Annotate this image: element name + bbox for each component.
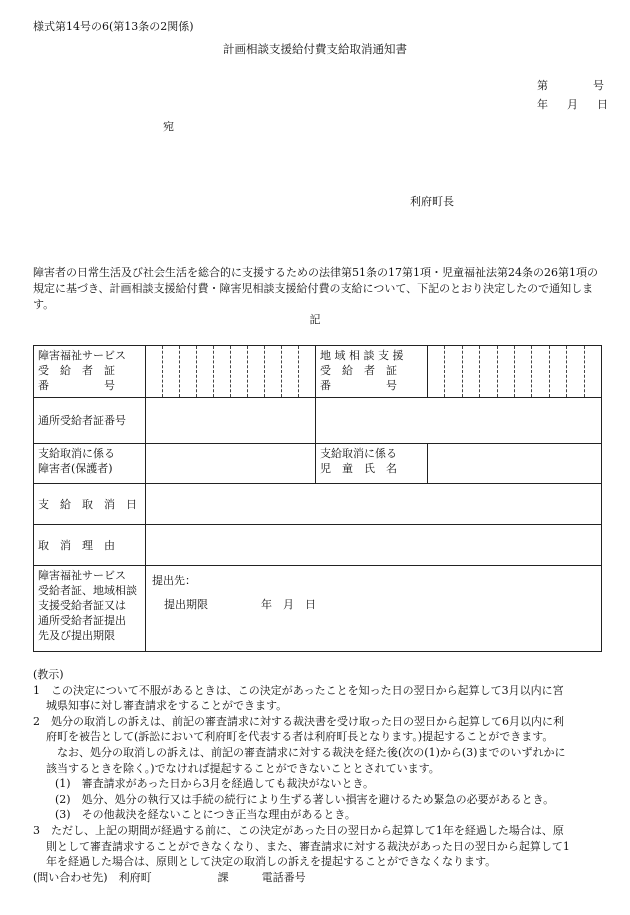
deadline-label: 提出期限 [164, 598, 208, 611]
issuer: 利府町長 [410, 195, 454, 208]
service-cert-label [34, 346, 146, 398]
service-cert-digits[interactable] [146, 346, 316, 398]
note-line: (2) 処分、処分の執行又は手続の続行により生ずる著しい損害を避けるため緊急の必要があるとき。 [55, 792, 555, 806]
note-line: なお、処分の取消しの訴えは、前記の審査請求に対する裁決を経た後(次の(1)から(3)までのいずれかに [57, 745, 566, 759]
label-line: 支給取消に係る [320, 447, 397, 460]
table-row [34, 346, 602, 398]
note-line: 3 ただし、上記の期間が経過する前に、この決定があった日の翌日から起算して1年を経過した場合は、原 [33, 823, 564, 837]
cancel-person-label [34, 444, 146, 484]
reason-field[interactable] [146, 525, 602, 566]
label-line: 先及び提出期限 [38, 629, 115, 642]
label-line: 障害福祉サービス [38, 349, 126, 362]
note-line: (1) 審査請求があった日から3月を経過しても裁決がないとき。 [55, 777, 375, 791]
notes-heading: (教示) [33, 668, 64, 681]
cancel-date-label: 支 給 取 消 日 [34, 484, 146, 525]
instructions [33, 667, 608, 885]
contact-line: (問い合わせ先) 利府町 課 電話番号 [33, 870, 306, 884]
document-title: 計画相談支援給付費支給取消通知書 [223, 42, 407, 56]
label-line: 障害者(保護者) [38, 462, 113, 475]
reason-label: 取 消 理 由 [34, 525, 146, 566]
label-line: 児 童 氏 名 [320, 462, 397, 475]
number-prefix: 第 [537, 79, 548, 92]
regional-cert-digits[interactable] [428, 346, 602, 398]
commute-cert-blank [316, 398, 602, 444]
note-line: 年を経過した場合は、原則として決定の取消しの訴えを提起することができなくなります。 [46, 855, 497, 869]
number-suffix: 号 [593, 79, 604, 92]
issue-date [537, 96, 608, 112]
note-line: 城県知事に対し審査請求をすることができます。 [46, 699, 288, 713]
note-line: 1 この決定について不服があるときは、この決定があったことを知った日の翌日から起算して3月以内に宮 [33, 683, 564, 697]
submission-label [34, 566, 146, 652]
label-line: 受 給 者 証 [38, 364, 115, 377]
date-month: 月 [567, 98, 578, 111]
submit-to: 提出先： [152, 574, 196, 587]
commute-cert-field[interactable] [146, 398, 316, 444]
note-line: 2 処分の取消しの訴えは、前記の審査請求に対する裁決書を受け取った日の翌日から起算して6月以内に利 [33, 714, 564, 728]
label-line: 支給取消に係る [38, 447, 115, 460]
table-row [34, 398, 602, 444]
addressee: 宛 [163, 120, 174, 133]
note-line: 則として審査請求することができなくなり、また、審査請求に対する裁決があった日の翌日から起算して1 [46, 839, 570, 853]
deadline-date: 年 月 日 [261, 598, 316, 611]
child-name-label [316, 444, 428, 484]
label-line: 受 給 者 証 [320, 364, 397, 377]
child-name-field[interactable] [428, 444, 602, 484]
table-row [34, 484, 602, 525]
label-line: 障害福祉サービス [38, 569, 126, 582]
label-line: 番 号 [320, 379, 397, 392]
commute-cert-label: 通所受給者証番号 [34, 398, 146, 444]
cancel-person-field[interactable] [146, 444, 316, 484]
note-line: (3) その他裁決を経ないことにつき正当な理由があるとき。 [55, 808, 356, 822]
submission-field[interactable] [146, 566, 602, 652]
date-day: 日 [597, 98, 608, 111]
regional-cert-label [316, 346, 428, 398]
label-line: 支援受給者証又は [38, 599, 126, 612]
label-line: 番 号 [38, 379, 115, 392]
label-line: 受給者証、地域相談 [38, 584, 137, 597]
table-row [34, 525, 602, 566]
form-number: 様式第14号の6(第13条の2関係) [33, 20, 194, 33]
table-row [34, 566, 602, 652]
table-row [34, 444, 602, 484]
cancellation-form-table [33, 345, 602, 652]
cancel-date-field[interactable] [146, 484, 602, 525]
label-line: 通所受給者証提出 [38, 614, 126, 627]
label-line: 地 域 相 談 支 援 [320, 349, 404, 362]
body-text: 障害者の日常生活及び社会生活を総合的に支援するための法律第51条の17第1項・児童福祉法第24条の26第1項の規定に基づき、計画相談支援給付費・障害児相談支援給付費の支給について、下記のとおり決定したので通知します。 [33, 266, 598, 311]
note-line: 該当するときを除く。)でなければ提起することができないこととされています。 [46, 761, 440, 775]
date-year: 年 [537, 98, 548, 111]
ki-heading: 記 [309, 313, 321, 326]
note-line: 府町を被告として(訴訟において利府町を代表する者は利府町長となります。)提起することができます。 [46, 730, 554, 744]
document-number [537, 77, 604, 93]
